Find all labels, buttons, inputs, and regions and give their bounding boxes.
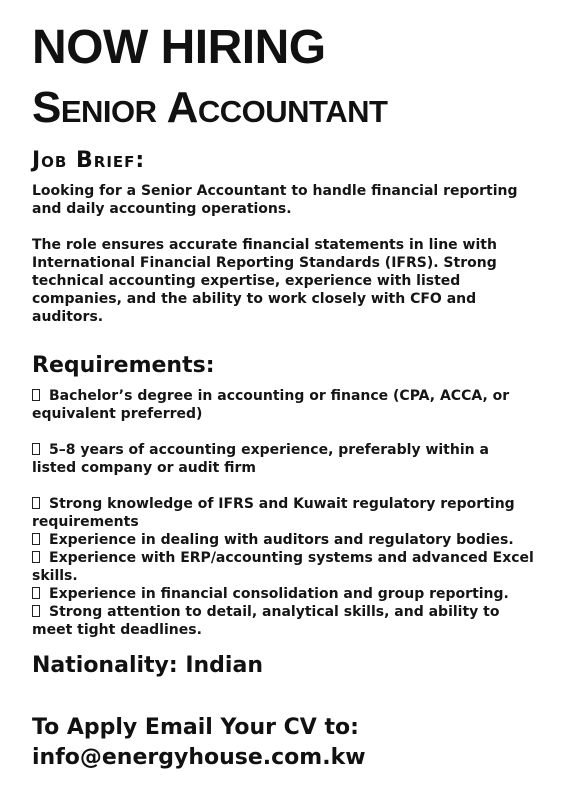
- requirements-list: [32, 387, 537, 639]
- job-title: Senior Accountant: [32, 83, 388, 132]
- box-icon: [32, 551, 40, 563]
- job-brief-paragraph: The role ensures accurate financial statements in line with International Financial Reporting Standards (IFRS). Strong technical accounting expertise, experience with listed companies, and the ability to work closely with CFO and auditors.: [32, 237, 497, 325]
- requirement-item: [32, 495, 537, 531]
- box-icon: [32, 533, 40, 545]
- job-brief-heading: Job Brief:: [32, 148, 146, 173]
- requirement-item: [32, 531, 537, 549]
- nationality: Nationality: Indian: [32, 653, 263, 678]
- apply-heading: To Apply Email Your CV to:: [32, 715, 359, 740]
- box-icon: [32, 605, 40, 617]
- job-brief-paragraph: Looking for a Senior Accountant to handle financial reporting and daily accounting operations.: [32, 183, 518, 217]
- requirement-item: [32, 549, 537, 585]
- requirement-text: Experience in dealing with auditors and regulatory bodies.: [49, 532, 514, 548]
- headline: NOW HIRING: [32, 21, 326, 74]
- box-icon: [32, 443, 40, 455]
- requirements-heading: Requirements:: [32, 353, 215, 378]
- requirement-text: 5–8 years of accounting experience, preferably within a listed company or audit firm: [32, 442, 489, 476]
- box-icon: [32, 497, 40, 509]
- requirement-item: [32, 441, 537, 477]
- requirement-text: Experience in financial consolidation and group reporting.: [49, 586, 509, 602]
- requirement-item: [32, 387, 537, 423]
- requirement-item: [32, 585, 537, 603]
- requirement-item: [32, 603, 537, 639]
- requirement-text: Bachelor’s degree in accounting or finance (CPA, ACCA, or equivalent preferred): [32, 388, 510, 422]
- requirement-text: Strong attention to detail, analytical skills, and ability to meet tight deadlines.: [32, 604, 500, 638]
- box-icon: [32, 389, 40, 401]
- box-icon: [32, 587, 40, 599]
- requirement-text: Experience with ERP/accounting systems and advanced Excel skills.: [32, 550, 534, 584]
- requirement-text: Strong knowledge of IFRS and Kuwait regulatory reporting requirements: [32, 496, 515, 530]
- apply-email: info@energyhouse.com.kw: [32, 745, 366, 770]
